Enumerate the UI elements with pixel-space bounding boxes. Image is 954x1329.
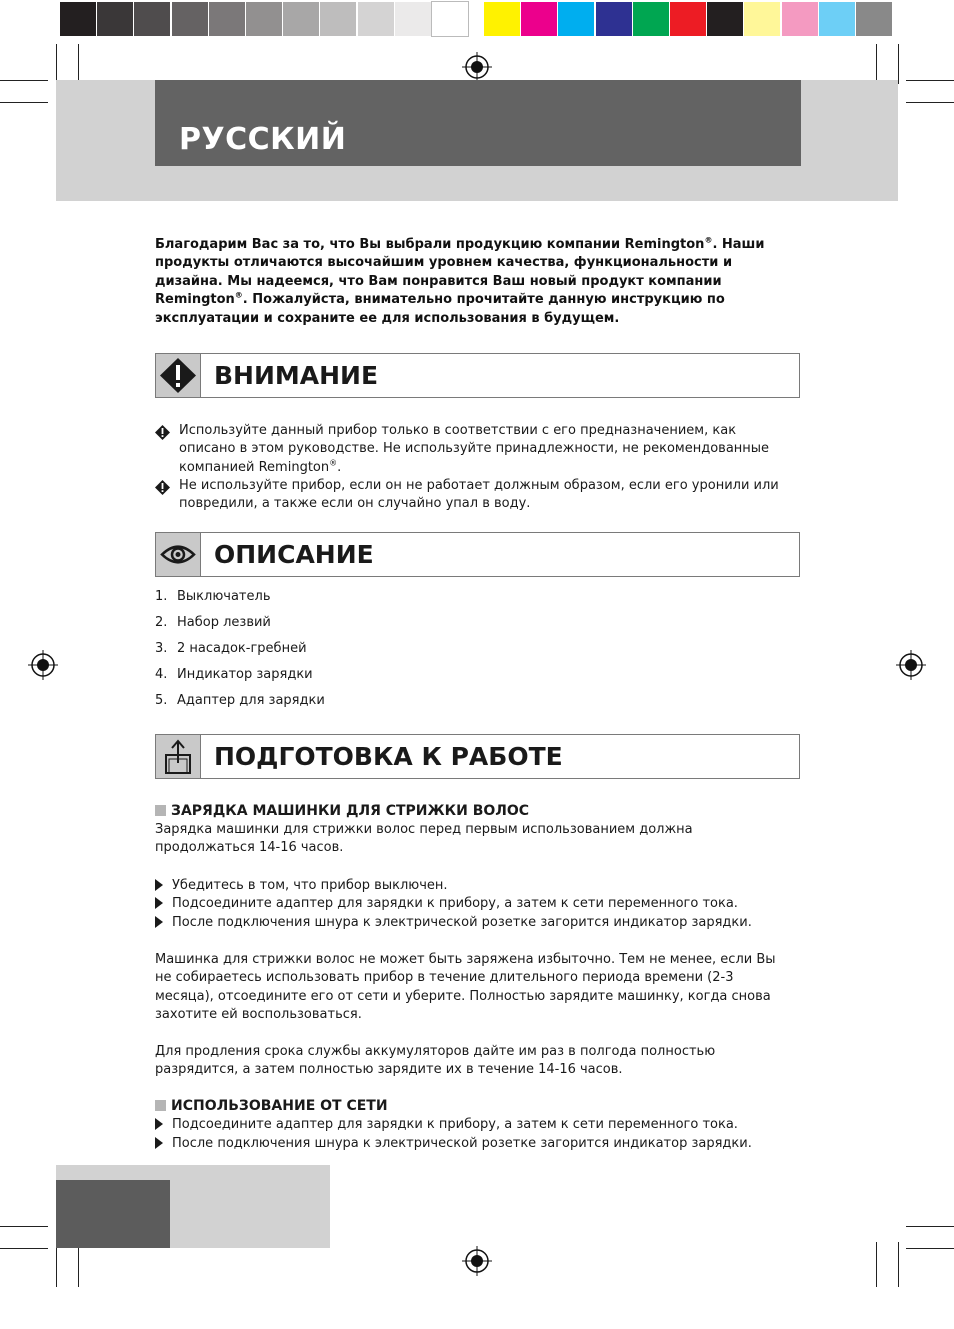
crop-mark bbox=[906, 80, 954, 81]
title-bar bbox=[155, 80, 801, 166]
gray-swatch bbox=[395, 2, 431, 36]
intro-text-3: . Пожалуйста, внимательно прочитайте данную инструкцию по эксплуатации и сохраните ее для использования в будущем. bbox=[155, 292, 725, 326]
registration-mark-icon bbox=[462, 1246, 492, 1276]
exclamation-diamond-icon bbox=[156, 354, 201, 397]
gray-swatch bbox=[134, 2, 170, 36]
arrow-bullet-icon bbox=[155, 897, 163, 909]
arrow-bullet-icon bbox=[155, 1137, 163, 1149]
gray-swatch bbox=[320, 2, 356, 36]
charging-paragraph-2: Для продления срока службы аккумуляторов дайте им раз в полгода полностью разрядится, а затем полностью зарядите их в течение 14-16 часов. bbox=[155, 1044, 716, 1078]
registration-mark-icon bbox=[462, 52, 492, 82]
warning-bullet-icon bbox=[155, 480, 170, 495]
process-swatch bbox=[819, 2, 855, 36]
gray-swatch bbox=[246, 2, 282, 36]
step-item bbox=[155, 878, 795, 893]
gray-swatch bbox=[283, 2, 319, 36]
charging-intro: Зарядка машинки для стрижки волос перед первым использованием должна продолжаться 14-16 часов. bbox=[155, 822, 693, 856]
square-bullet-icon bbox=[155, 1100, 166, 1111]
process-swatch bbox=[744, 2, 780, 36]
gray-swatch bbox=[432, 2, 468, 36]
crop-mark bbox=[78, 1242, 79, 1287]
charging-heading-text: ЗАРЯДКА МАШИНКИ ДЛЯ СТРИЖКИ ВОЛОС bbox=[171, 803, 530, 819]
crop-mark bbox=[876, 1242, 877, 1287]
description-title: ОПИСАНИЕ bbox=[214, 540, 374, 569]
warning-bullet-icon bbox=[155, 425, 170, 440]
step-text: После подключения шнура к электрической розетке загорится индикатор зарядки. bbox=[172, 1136, 752, 1151]
preparation-section-header bbox=[155, 734, 800, 779]
preparation-title: ПОДГОТОВКА К РАБОТЕ bbox=[214, 742, 563, 771]
gray-swatch bbox=[209, 2, 245, 36]
mains-heading-text: ИСПОЛЬЗОВАНИЕ ОТ СЕТИ bbox=[171, 1098, 388, 1114]
process-swatch bbox=[856, 2, 892, 36]
warning-item-suffix: . bbox=[337, 459, 342, 475]
step-text: Подсоедините адаптер для зарядки к прибору, а затем к сети переменного тока. bbox=[172, 1117, 738, 1132]
warning-item bbox=[155, 477, 785, 514]
gray-swatch bbox=[358, 2, 394, 36]
list-item bbox=[155, 615, 271, 630]
arrow-bullet-icon bbox=[155, 1118, 163, 1130]
registered-mark: ® bbox=[234, 290, 243, 300]
gray-swatch bbox=[97, 2, 133, 36]
process-swatch bbox=[484, 2, 520, 36]
charging-heading bbox=[155, 803, 529, 819]
step-text: Убедитесь в том, что прибор выключен. bbox=[172, 878, 448, 893]
step-item bbox=[155, 896, 795, 911]
crop-mark bbox=[898, 1242, 899, 1287]
list-item bbox=[155, 641, 307, 656]
warning-item bbox=[155, 422, 785, 477]
process-swatch bbox=[521, 2, 557, 36]
process-swatch bbox=[558, 2, 594, 36]
page-title: РУССКИЙ bbox=[179, 122, 347, 157]
square-bullet-icon bbox=[155, 805, 166, 816]
crop-mark bbox=[906, 1248, 954, 1249]
eye-icon bbox=[156, 533, 201, 576]
crop-mark bbox=[0, 1248, 48, 1249]
intro-text-1: Благодарим Вас за то, что Вы выбрали продукцию компании Remington bbox=[155, 237, 705, 252]
registration-mark-icon bbox=[896, 650, 926, 680]
crop-mark bbox=[906, 1226, 954, 1227]
box-arrow-icon bbox=[156, 735, 201, 778]
gray-swatch bbox=[172, 2, 208, 36]
warning-item-text: Используйте данный прибор только в соответствии с его предназначением, как описано в этом руководстве. Не используйте принадлежности, не рекомендованные компанией Remington bbox=[179, 423, 770, 475]
intro-paragraph bbox=[155, 236, 795, 328]
step-text: Подсоедините адаптер для зарядки к прибору, а затем к сети переменного тока. bbox=[172, 896, 738, 911]
step-item bbox=[155, 1117, 795, 1132]
list-number: 4. bbox=[155, 667, 168, 682]
list-item bbox=[155, 693, 325, 708]
arrow-bullet-icon bbox=[155, 916, 163, 928]
list-number: 2. bbox=[155, 615, 168, 630]
registered-mark: ® bbox=[329, 458, 338, 468]
intro-text-2: . Наши продукты отличаются высочайшим уровнем качества, функциональности и дизайна. Мы надеемся, что Вам понравится Ваш новый продукт компании Remington bbox=[155, 237, 765, 308]
gray-swatch bbox=[60, 2, 96, 36]
crop-mark bbox=[898, 44, 899, 84]
list-item bbox=[155, 589, 270, 604]
list-number: 5. bbox=[155, 693, 168, 708]
arrow-bullet-icon bbox=[155, 879, 163, 891]
list-number: 3. bbox=[155, 641, 168, 656]
list-number: 1. bbox=[155, 589, 168, 604]
list-label: Адаптер для зарядки bbox=[177, 693, 325, 708]
list-item bbox=[155, 667, 313, 682]
step-text: После подключения шнура к электрической розетке загорится индикатор зарядки. bbox=[172, 915, 752, 930]
step-item bbox=[155, 1136, 795, 1151]
crop-mark bbox=[876, 44, 877, 84]
charging-paragraph-1: Машинка для стрижки волос не может быть заряжена избыточно. Тем не менее, если Вы не собираетесь использовать прибор в течение длительного периода времени (2-3 месяца), отсоедините его от сети и уберите. Полностью зарядите машинку, когда снова захотите ей воспользоваться. bbox=[155, 952, 776, 1023]
list-label: 2 насадок-гребней bbox=[177, 641, 307, 656]
crop-mark bbox=[56, 1242, 57, 1287]
process-swatch bbox=[707, 2, 743, 36]
process-swatch bbox=[670, 2, 706, 36]
step-item bbox=[155, 915, 795, 930]
page-number-block bbox=[56, 1180, 170, 1248]
process-swatch bbox=[633, 2, 669, 36]
warning-section-header bbox=[155, 353, 800, 398]
list-label: Набор лезвий bbox=[177, 615, 271, 630]
mains-heading bbox=[155, 1098, 388, 1114]
warning-title: ВНИМАНИЕ bbox=[214, 361, 379, 390]
list-label: Индикатор зарядки bbox=[177, 667, 313, 682]
process-swatch bbox=[596, 2, 632, 36]
crop-mark bbox=[0, 1226, 48, 1227]
description-section-header bbox=[155, 532, 800, 577]
crop-mark bbox=[906, 102, 954, 103]
crop-mark bbox=[0, 80, 48, 81]
registered-mark: ® bbox=[704, 235, 713, 245]
crop-mark bbox=[0, 102, 48, 103]
process-swatch bbox=[782, 2, 818, 36]
crop-mark bbox=[56, 44, 57, 84]
warning-item-text: Не используйте прибор, если он не работает должным образом, если его уронили или повредили, а также если он случайно упал в воду. bbox=[179, 478, 779, 512]
crop-mark bbox=[78, 44, 79, 84]
list-label: Выключатель bbox=[177, 589, 271, 604]
registration-mark-icon bbox=[28, 650, 58, 680]
